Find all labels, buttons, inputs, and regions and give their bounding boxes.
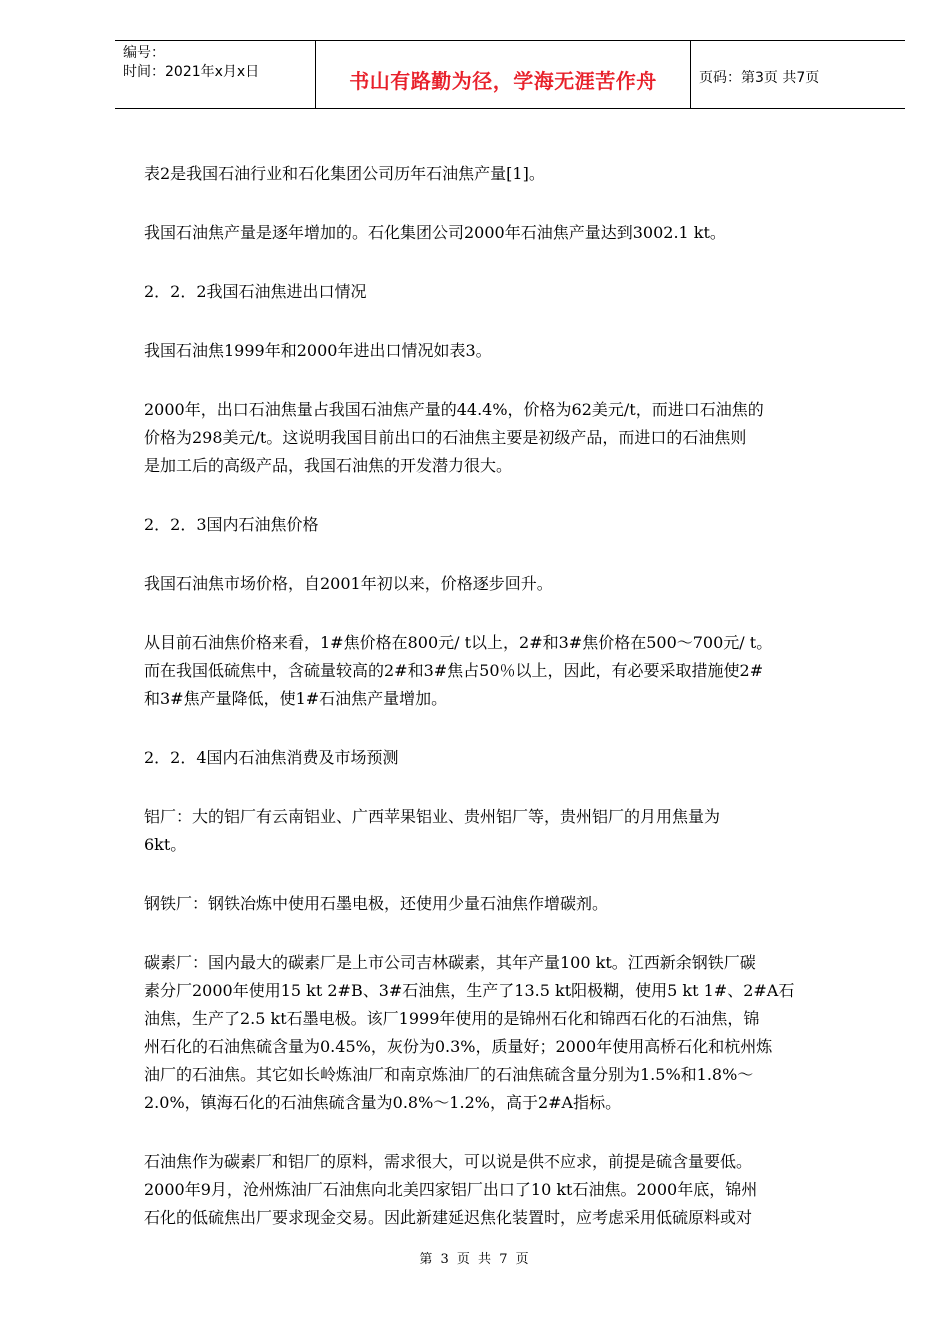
section-heading-import-export: 2．2．2我国石油焦进出口情况	[144, 282, 367, 301]
paragraph-steel-plants: 钢铁厂：钢铁冶炼中使用石墨电极，还使用少量石油焦作增碳剂。	[144, 894, 609, 913]
paragraph-demand: 石油焦作为碳素厂和铝厂的原料，需求很大，可以说是供不应求，前提是硫含量要低。 2000年9月，沧州炼油厂石油焦向北美四家铝厂出口了10 kt石油焦。2000年底，锦州 石化的低硫焦出厂要求现金交易。因此新建延迟焦化装置时，应考虑采用低硫原料或对	[144, 1152, 758, 1227]
paragraph-market-price: 我国石油焦市场价格，自2001年初以来，价格逐步回升。	[144, 574, 553, 593]
paragraph-carbon-plants: 碳素厂：国内最大的碳素厂是上市公司吉林碳素，其年产量100 kt。江西新余钢铁厂碳 素分厂2000年使用15 kt 2#B、3#石油焦，生产了13.5 kt阳极糊，使用5 kt 1#、2#A石 油焦，生产了2.5 kt石墨电极。该厂1999年使用的是锦州石化和锦西石化的石油焦，锦 州石化的石油焦硫含量为0.45%，灰份为0.3%，质量好；2000年使用高桥石化和杭州炼 油厂的石油焦。其它如长岭炼油厂和南京炼油厂的石油焦硫含量分别为1.5%和1.8%～ 2.0%，镇海石化的石油焦硫含量为0.8%～1.2%，高于2#A指标。	[144, 953, 795, 1112]
document-time-label: 时间：2021年x月x日	[123, 64, 260, 80]
section-heading-consumption: 2．2．4国内石油焦消费及市场预测	[144, 748, 399, 767]
paragraph-table2-intro: 表2是我国石油行业和石化集团公司历年石油焦产量[1]。	[144, 164, 545, 183]
paragraph-output-growth: 我国石油焦产量是逐年增加的。石化集团公司2000年石油焦产量达到3002.1 kt。	[144, 223, 726, 242]
paragraph-export-price: 2000年，出口石油焦量占我国石油焦产量的44.4%，价格为62美元/t，而进口石油焦的 价格为298美元/t。这说明我国目前出口的石油焦主要是初级产品，而进口的石油焦则 是加工后的高级产品，我国石油焦的开发潜力很大。	[144, 400, 764, 475]
document-body	[144, 160, 884, 1263]
paragraph-table3-intro: 我国石油焦1999年和2000年进出口情况如表3。	[144, 341, 492, 360]
paragraph-grade-prices: 从目前石油焦价格来看，1#焦价格在800元/ t以上，2#和3#焦价格在500～700元/ t。 而在我国低硫焦中，含硫量较高的2#和3#焦占50％以上，因此，有必要采取措施使2# 和3#焦产量降低，使1#石油焦产量增加。	[144, 633, 773, 708]
document-number-label: 编号：	[123, 45, 165, 61]
paragraph-aluminum-plants: 铝厂：大的铝厂有云南铝业、广西苹果铝业、贵州铝厂等，贵州铝厂的月用焦量为 6kt。	[144, 807, 721, 854]
header-page-number: 页码：第3页 共7页	[699, 70, 820, 86]
header-page-cell	[691, 41, 905, 108]
page-header	[115, 40, 905, 109]
header-motto: 书山有路勤为径，学海无涯苦作舟	[349, 69, 657, 93]
header-meta	[115, 41, 315, 108]
header-motto-cell	[315, 41, 691, 108]
page-footer: 第 3 页 共 7 页	[419, 1252, 531, 1267]
section-heading-domestic-price: 2．2．3国内石油焦价格	[144, 515, 319, 534]
